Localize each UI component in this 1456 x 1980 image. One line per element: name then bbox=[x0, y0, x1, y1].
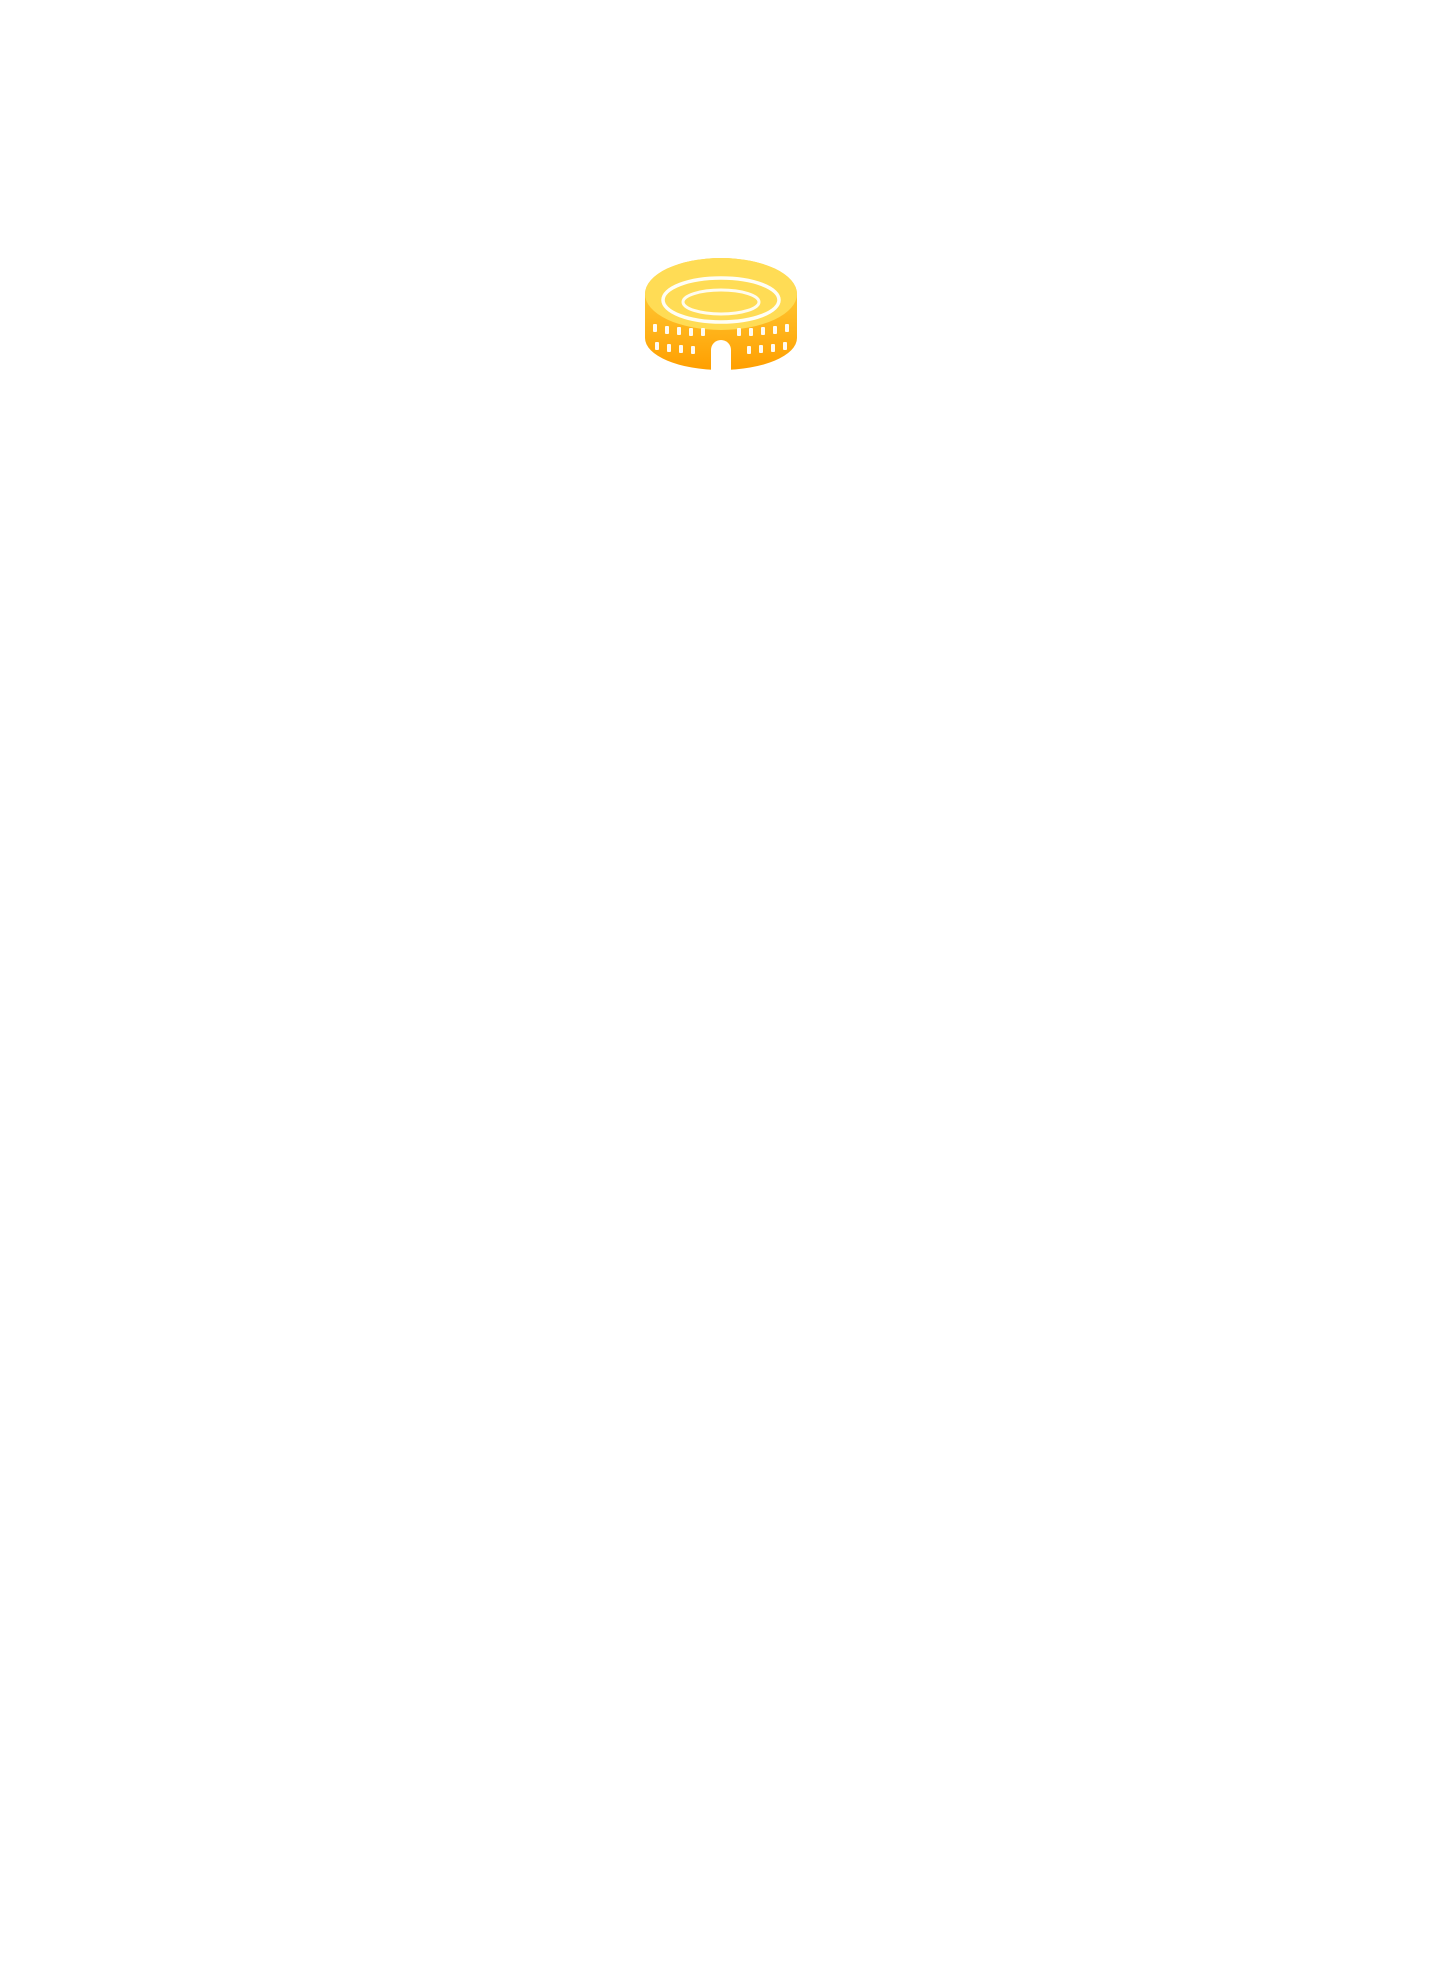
section-medeniyetlere-giris bbox=[0, 1504, 1456, 1518]
section-zaman-kavrami bbox=[0, 463, 1456, 473]
section-hayatin-zaman-akisi bbox=[0, 880, 1456, 890]
section-insanligin-zaman-akisi bbox=[0, 1294, 1456, 1304]
colosseum-icon bbox=[643, 254, 799, 372]
